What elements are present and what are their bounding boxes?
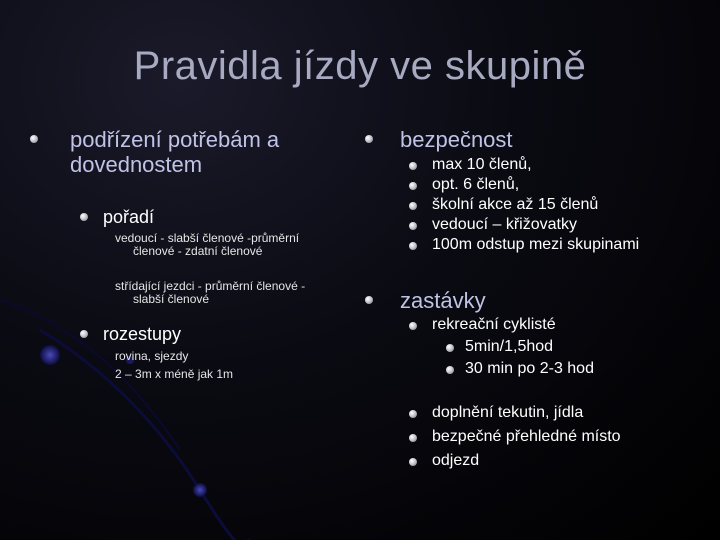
left-item-1-line-1: podřízení potřebám a: [70, 127, 280, 152]
poradi-para-2-line-2: slabší členové: [133, 292, 210, 306]
slide-title: Pravidla jízdy ve skupině: [133, 44, 587, 88]
bullet-icon: [80, 330, 88, 338]
bullet-icon: [365, 135, 373, 143]
bullet-icon: [409, 202, 417, 210]
zastavky-item: bezpečné přehledné místo: [432, 428, 621, 445]
bullet-icon: [409, 458, 417, 466]
zastavky-item: odjezd: [432, 452, 480, 469]
bullet-icon: [409, 222, 417, 230]
rekreacni-item: 5min/1,5hod: [465, 338, 554, 355]
left-item-1-line-2: dovednostem: [70, 152, 203, 177]
bezpecnost-item: školní akce až 15 členů: [432, 196, 599, 213]
rozestupy-line-2: 2 – 3m x méně jak 1m: [115, 367, 234, 381]
bullet-icon: [409, 182, 417, 190]
rekreacni-item: 30 min po 2-3 hod: [465, 360, 594, 377]
poradi-para-1-line-1: vedoucí - slabší členové -průměrní: [115, 231, 300, 245]
bezpecnost-item: 100m odstup mezi skupinami: [432, 236, 640, 253]
poradi-label: pořadí: [103, 207, 155, 227]
zastavky-item: doplnění tekutin, jídla: [432, 404, 584, 421]
bullet-icon: [409, 242, 417, 250]
bullet-icon: [365, 296, 373, 304]
bezpecnost-item: vedoucí – křižovatky: [432, 216, 577, 233]
bullet-icon: [409, 162, 417, 170]
poradi-para-2-line-1: střídající jezdci - průměrní členové -: [115, 279, 306, 293]
poradi-para-1-line-2: členové - zdatní členové: [133, 244, 263, 258]
rozestupy-label: rozestupy: [103, 324, 182, 344]
rozestupy-line-1: rovina, sjezdy: [115, 349, 189, 363]
bezpecnost-item: max 10 členů,: [432, 156, 532, 173]
bullet-icon: [80, 213, 88, 221]
bullet-icon: [409, 322, 417, 330]
bezpecnost-item: opt. 6 členů,: [432, 176, 520, 193]
rekreacni-label: rekreační cyklisté: [432, 316, 556, 333]
bullet-icon: [409, 434, 417, 442]
bezpecnost-label: bezpečnost: [400, 127, 513, 152]
bullet-icon: [446, 366, 454, 374]
bullet-icon: [446, 344, 454, 352]
bullet-icon: [409, 410, 417, 418]
zastavky-label: zastávky: [400, 288, 486, 313]
bullet-icon: [30, 135, 38, 143]
